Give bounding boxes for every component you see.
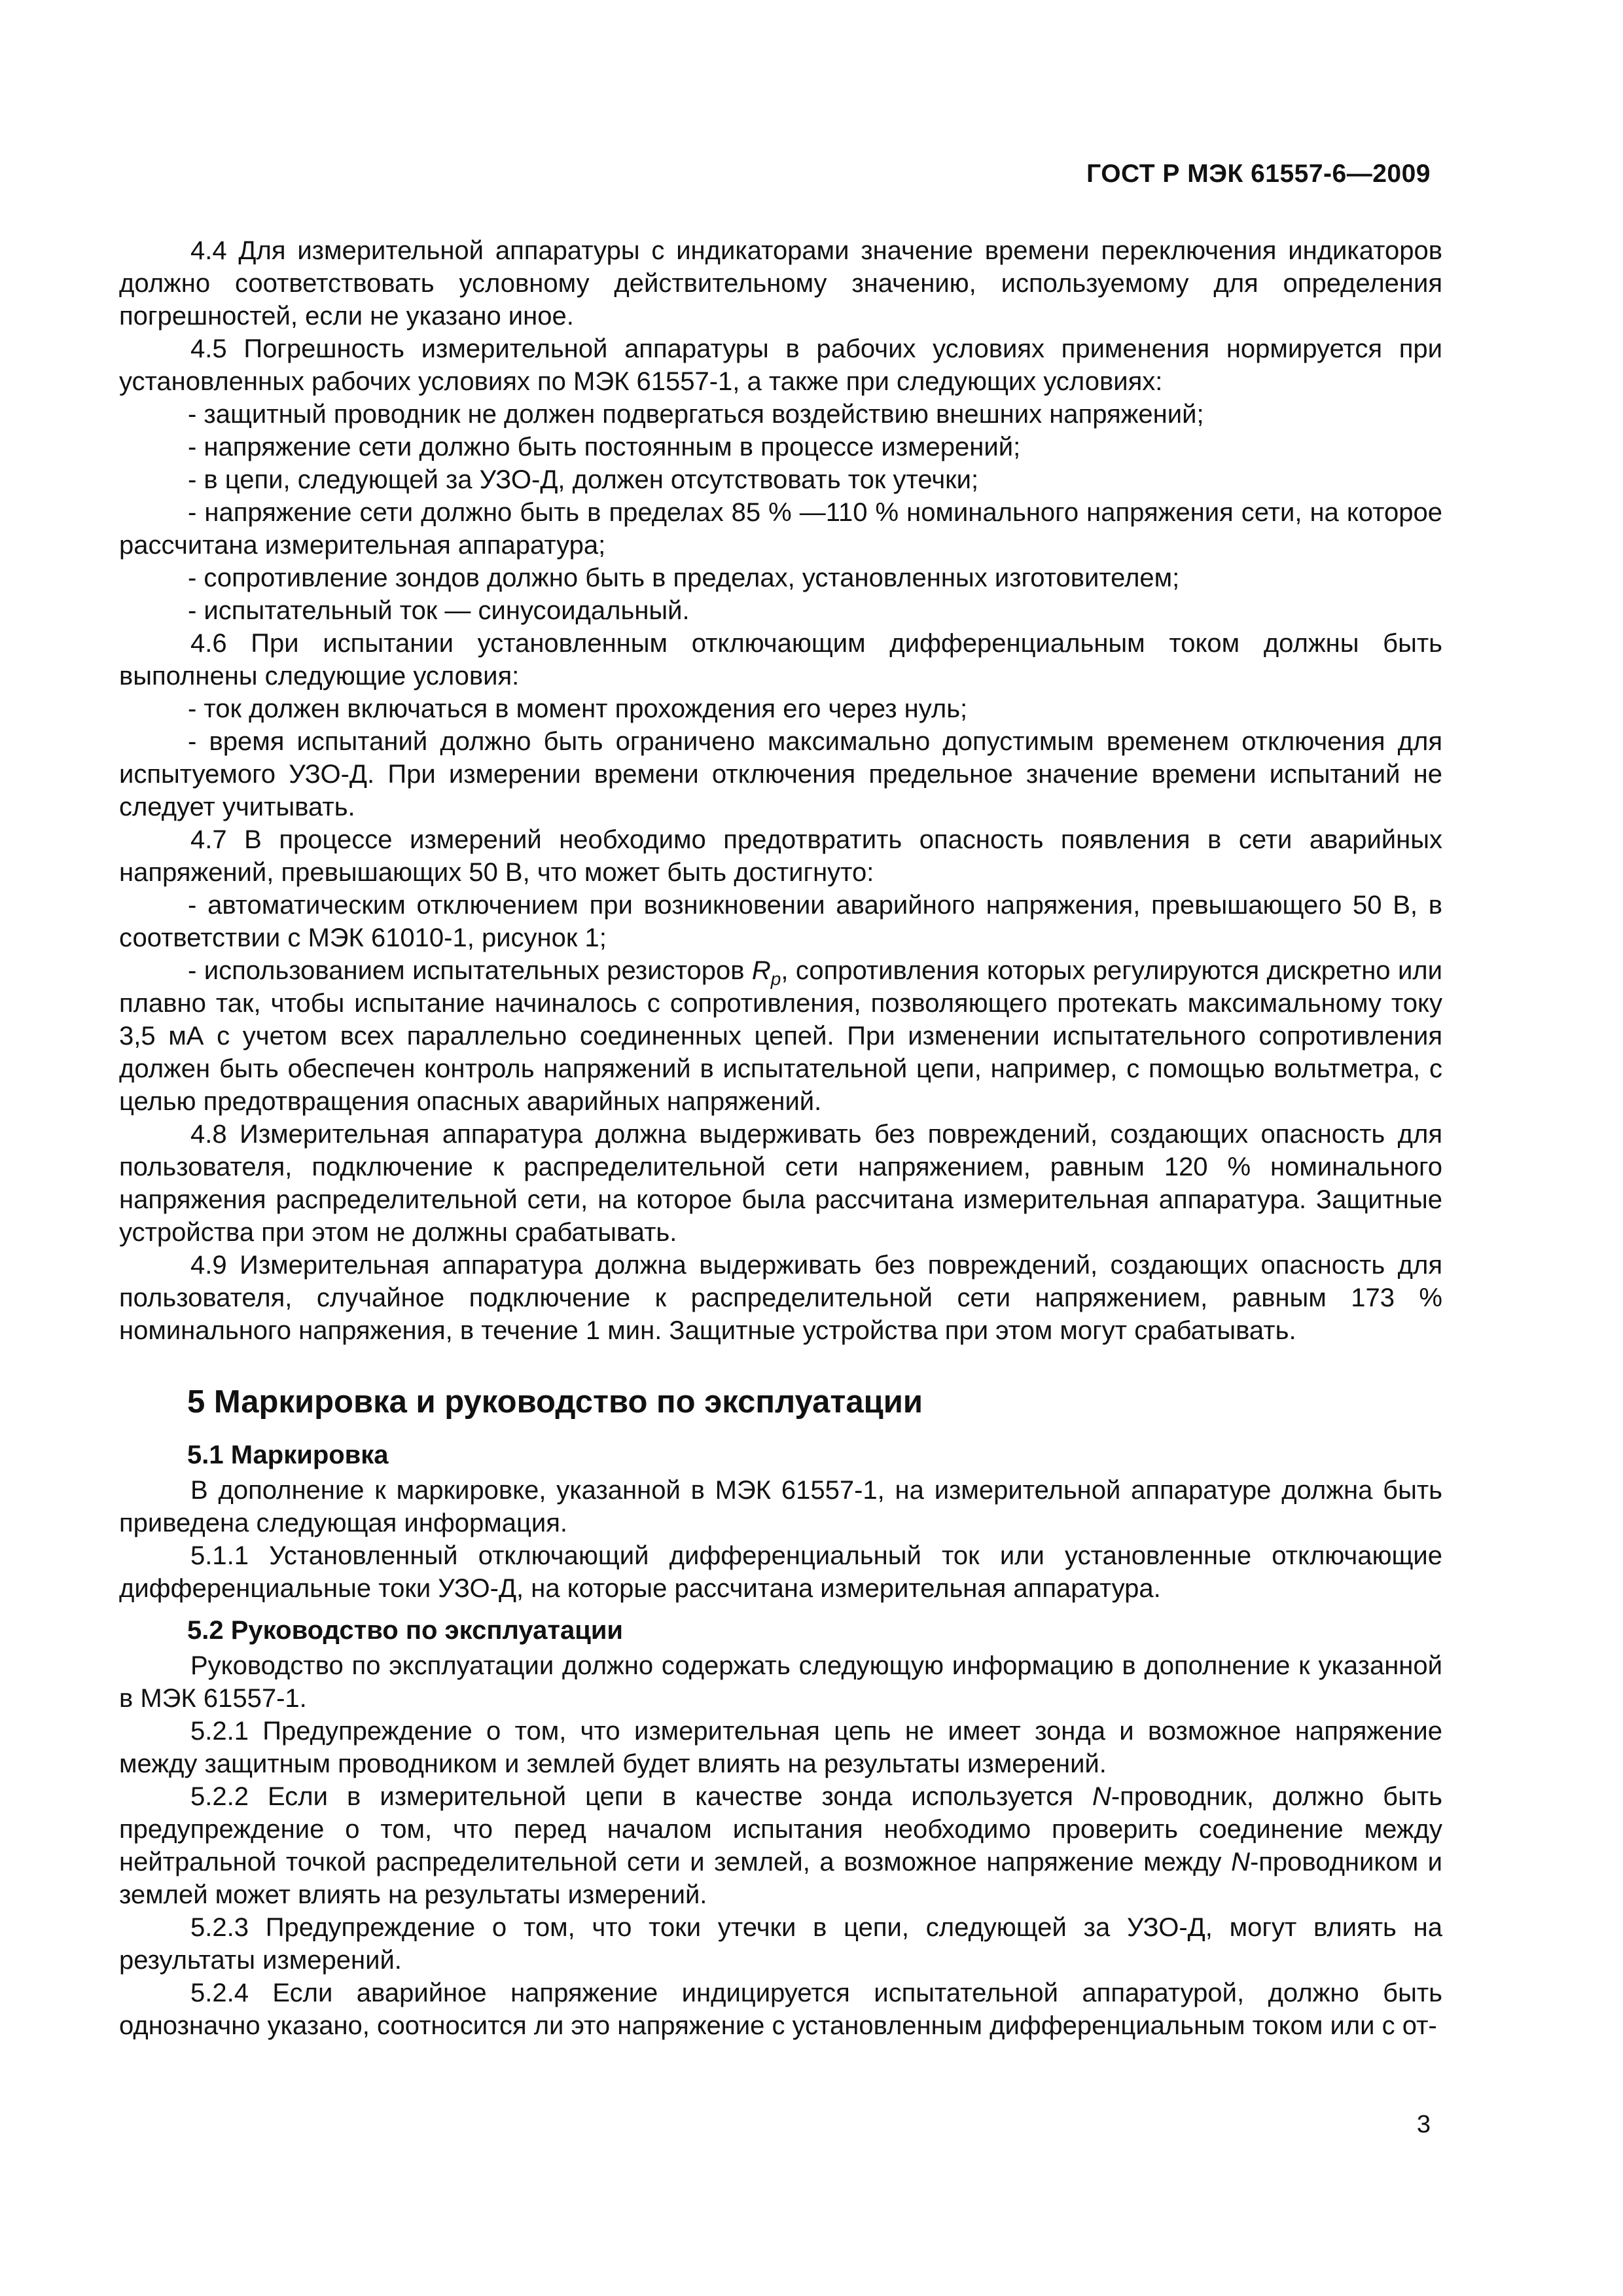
list-item: - время испытаний должно быть ограничено максимально допустимым временем отключения для испытуемого УЗО-Д. При измерении времени отключения предельное значение времени испытаний не следует учитывать. (119, 727, 1442, 821)
paragraph-5-2-2 (119, 1780, 1442, 1911)
paragraph-5-1-1: 5.1.1 Установленный отключающий дифференциальный ток или установленные отключающие дифференциальные токи УЗО-Д, на которые рассчитана измерительная аппаратура. (119, 1541, 1442, 1603)
paragraph-5-2: Руководство по эксплуатации должно содержать следующую информацию в дополнение к указанной в МЭК 61557-1. (119, 1651, 1442, 1713)
subsection-5-2-heading: 5.2 Руководство по эксплуатации (187, 1616, 623, 1645)
paragraph-4-4: 4.4 Для измерительной аппаратуры с индикаторами значение времени переключения индикаторов должно соответствовать условному действительному значению, используемому для определения погрешностей, если не указано иное. (119, 236, 1442, 331)
n-symbol: N (1092, 1782, 1111, 1811)
text-run: -проводником и землей может влиять на результаты измерений. (119, 1848, 1442, 1909)
resistor-symbol (751, 956, 781, 989)
subsection-5-1-heading: 5.1 Маркировка (187, 1441, 389, 1469)
paragraph-4-9: 4.9 Измерительная аппаратура должна выдерживать без повреждений, создающих опасность для пользователя, случайное подключение к распределительной сети напряжением, равным 173 % номинального напряжения, в течение 1 мин. Защитные устройства при этом могут срабатывать. (119, 1251, 1442, 1345)
list-item: - испытательный ток — синусоидальный. (188, 596, 690, 625)
paragraph-4-7: 4.7 В процессе измерений необходимо предотвратить опасность появления в сети аварийных напряжений, превышающих 50 В, что может быть достигнуто: (119, 825, 1442, 887)
text-run: 5.2.2 Если в измерительной цепи в качестве зонда используется (190, 1782, 1092, 1811)
list-item-resistors (119, 954, 1442, 1118)
document-body (119, 234, 1442, 2042)
paragraph-5-2-3: 5.2.3 Предупреждение о том, что токи утечки в цепи, следующей за УЗО-Д, могут влиять на результаты измерений. (119, 1913, 1442, 1975)
text-run: , сопротивления которых регулируются дискретно или плавно так, чтобы испытание начиналось с сопротивления, позволяющего протекать максимальному току 3,5 мА с учетом всех параллельно соединенных цепей. При изменении испытательного сопротивления должен быть обеспечен контроль напряжений в испытательной цепи, например, с помощью вольтметра, с целью предотвращения опасных аварийных напряжений. (119, 956, 1442, 1116)
page-number: 3 (1416, 2111, 1431, 2138)
list-item: - напряжение сети должно быть в пределах 85 % —110 % номинального напряжения сети, на которое рассчитана измерительная аппаратура; (119, 498, 1442, 560)
text-run: -проводник, должно быть предупреждение о том, что перед началом испытания необходимо проверить соединение между нейтральной точкой распределительной сети и землей, а возможное напряжение между (119, 1782, 1442, 1876)
paragraph-5-2-4: 5.2.4 Если аварийное напряжение индицируется испытательной аппаратурой, должно быть однозначно указано, соотносится ли это напряжение с установленным дифференциальным током или с от- (119, 1979, 1442, 2040)
text-run: - использованием испытательных резисторов (188, 956, 752, 985)
paragraph-5-1: В дополнение к маркировке, указанной в МЭК 61557-1, на измерительной аппаратуре должна быть приведена следующая информация. (119, 1476, 1442, 1537)
document-header: ГОСТ Р МЭК 61557-6—2009 (1086, 160, 1431, 188)
paragraph-4-8: 4.8 Измерительная аппаратура должна выдерживать без повреждений, создающих опасность для пользователя, подключение к распределительной сети напряжением, равным 120 % номинального напряжения распределительной сети, на которое была рассчитана измерительная аппаратура. Защитные устройства при этом не должны срабатывать. (119, 1120, 1442, 1247)
list-item: - автоматическим отключением при возникновении аварийного напряжения, превышающего 50 В, в соответствии с МЭК 61010-1, рисунок 1; (119, 891, 1442, 952)
list-item: - сопротивление зондов должно быть в пределах, установленных изготовителем; (188, 564, 1180, 592)
n-symbol: N (1231, 1848, 1250, 1876)
list-item: - защитный проводник не должен подвергаться воздействию внешних напряжений; (188, 400, 1204, 429)
list-item: - ток должен включаться в момент прохождения его через нуль; (188, 694, 968, 723)
paragraph-4-5: 4.5 Погрешность измерительной аппаратуры в рабочих условиях применения нормируется при установленных рабочих условиях по МЭК 61557-1, а также при следующих условиях: (119, 334, 1442, 396)
section-5-heading: 5 Маркировка и руководство по эксплуатации (187, 1384, 923, 1420)
paragraph-5-2-1: 5.2.1 Предупреждение о том, что измерительная цепь не имеет зонда и возможное напряжение между защитным проводником и землей будет влиять на результаты измерений. (119, 1717, 1442, 1778)
paragraph-4-6: 4.6 При испытании установленным отключающим дифференциальным током должны быть выполнены следующие условия: (119, 629, 1442, 691)
list-item: - в цепи, следующей за УЗО-Д, должен отсутствовать ток утечки; (188, 465, 979, 494)
symbol-subscript: p (770, 969, 781, 989)
symbol-letter: R (751, 956, 771, 985)
list-item: - напряжение сети должно быть постоянным в процессе измерений; (188, 433, 1021, 461)
